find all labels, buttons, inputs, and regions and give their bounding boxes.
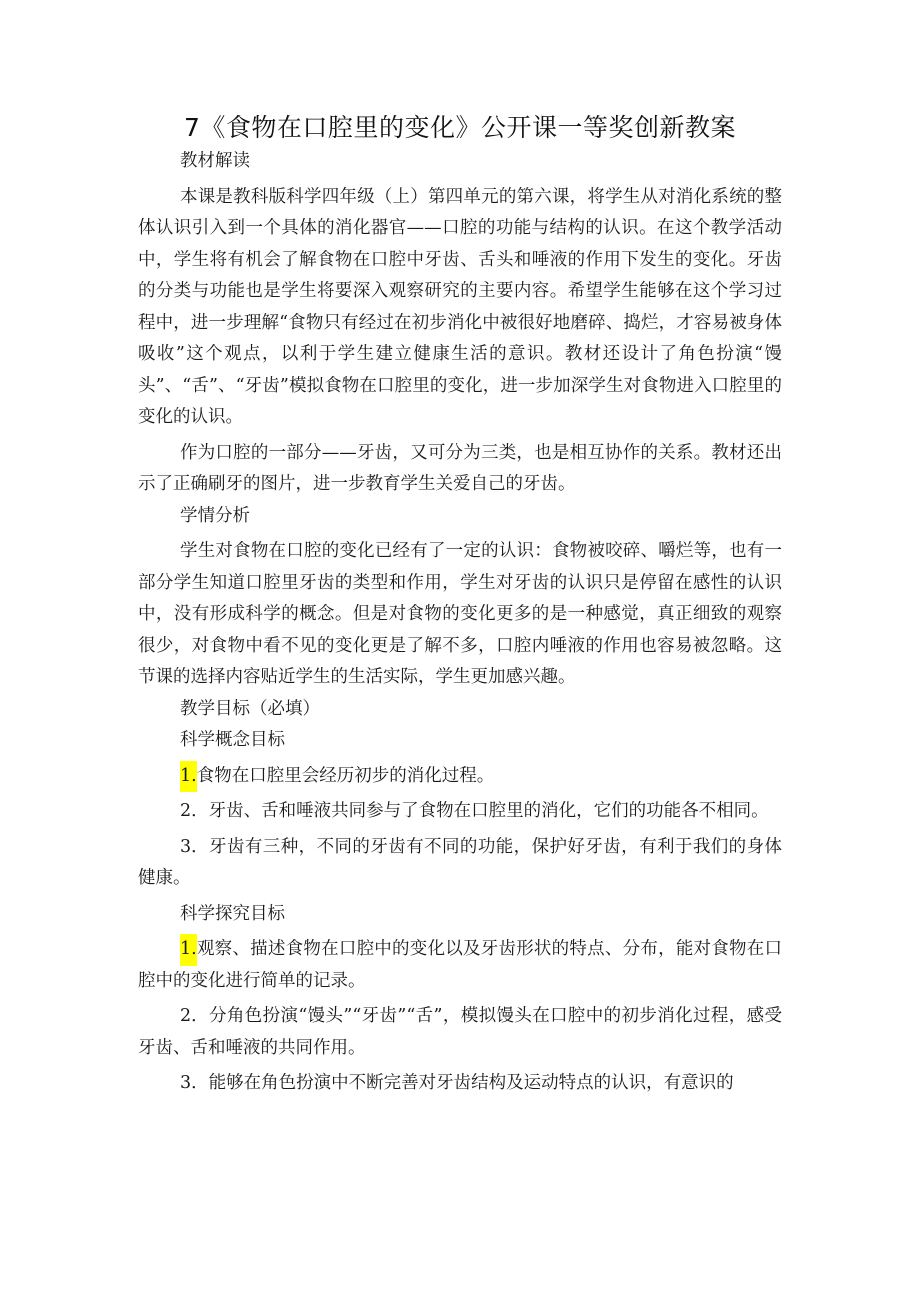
textbook-paragraph-2: 作为口腔的一部分——牙齿，又可分为三类，也是相互协作的关系。教材还出示了正确刷牙的图片，进一步教育学生关爱自己的牙齿。 [138,442,782,494]
inquiry-item-2 [138,1001,782,1064]
item-text: 牙齿有三种，不同的牙齿有不同的功能，保护好牙齿，有利于我们的身体健康。 [138,836,782,888]
textbook-paragraph-1: 本课是教科版科学四年级（上）第四单元的第六课，将学生从对消化系统的整体认识引入到一个具体的消化器官——口腔的功能与结构的认识。在这个教学活动中，学生将有机会了解食物在口腔中牙齿、舌头和唾液的作用下发生的变化。牙齿的分类与功能也是学生将要深入观察研究的主要内容。希望学生能够在这个学习过程中，进一步理解“食物只有经过在初步消化中被很好地磨碎、捣烂，才容易被身体吸收”这个观点，以利于学生建立健康生活的意识。教材还设计了角色扮演“馒头”、“舌”、“牙齿”模拟食物在口腔里的变化，进一步加深学生对食物进入口腔里的变化的认识。 [138,186,782,427]
item-text: 牙齿、舌和唾液共同参与了食物在口腔里的消化，它们的功能各不相同。 [208,801,769,821]
goals-heading: 教学目标（必填） [180,698,320,719]
item-number: 3． [180,836,209,857]
item-text: 能够在角色扮演中不断完善对牙齿结构及运动特点的认识，有意识的 [208,1073,734,1093]
item-number-highlighted: 1. [180,761,197,793]
item-text: 观察、描述食物在口腔中的变化以及牙齿形状的特点、分布，能对食物在口腔中的变化进行简单的记录。 [138,939,782,991]
document-body [138,146,782,1100]
inquiry-item-1 [138,934,782,997]
item-number: 3． [180,1073,209,1093]
concept-item-3 [138,832,782,895]
concept-item-2 [138,796,782,828]
item-number: 2． [180,1006,209,1026]
document-title: 7《食物在口腔里的变化》公开课一等奖创新教案 [184,113,736,142]
item-text: 食物在口腔里会经历初步的消化过程。 [196,765,495,786]
analysis-heading: 学情分析 [180,505,250,526]
concept-heading: 科学概念目标 [180,730,285,750]
inquiry-heading: 科学探究目标 [180,903,285,924]
item-number-highlighted: 1. [180,934,197,966]
item-number: 2． [180,801,209,821]
textbook-heading: 教材解读 [180,151,250,171]
analysis-paragraph: 学生对食物在口腔的变化已经有了一定的认识：食物被咬碎、嚼烂等，也有一部分学生知道口腔里牙齿的类型和作用，学生对牙齿的认识只是停留在感性的认识中，没有形成科学的概念。但是对食物的变化更多的是一种感觉，真正细致的观察很少，对食物中看不见的变化更是了解不多，口腔内唾液的作用也容易被忽略。这节课的选择内容贴近学生的生活实际，学生更加感兴趣。 [138,541,782,687]
concept-item-1 [138,761,782,793]
inquiry-item-3 [138,1068,782,1100]
item-text: 分角色扮演“馒头”“牙齿”“舌”，模拟馒头在口腔中的初步消化过程，感受牙齿、舌和唾液的共同作用。 [138,1006,782,1058]
